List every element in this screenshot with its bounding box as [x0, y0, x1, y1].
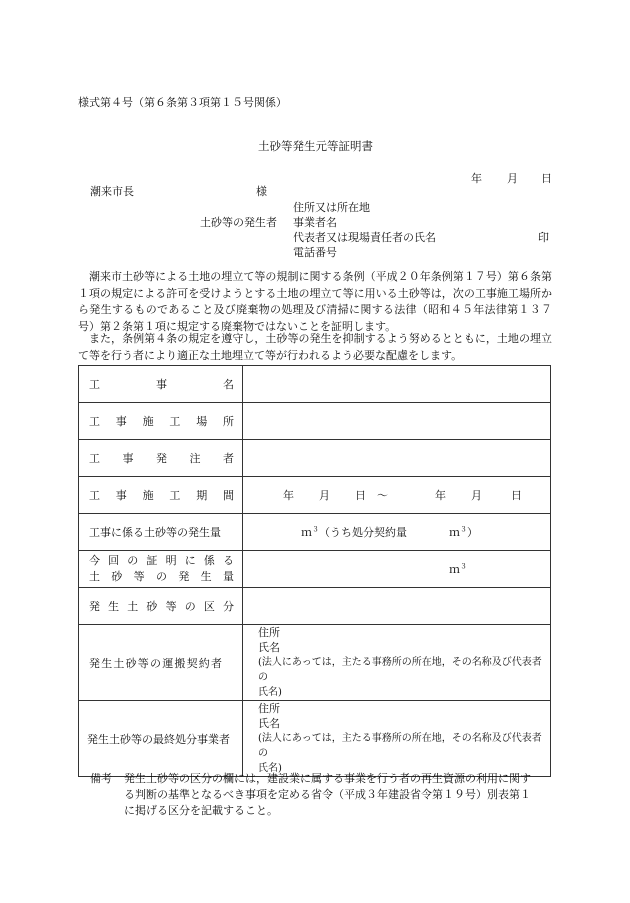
label-char: 生 [200, 570, 212, 583]
label-char: 注 [189, 452, 201, 465]
remarks-line1: 発生土砂等の区分の欄には，建設業に属する事業を行う者の再生資源の利用に関す [124, 772, 531, 785]
label-char: 区 [203, 600, 215, 613]
label-char: 施 [142, 489, 154, 502]
input-project-name[interactable] [243, 366, 551, 403]
label-char: 工 [169, 415, 181, 428]
input-soil-classification[interactable] [243, 588, 551, 625]
label-char: 工 [89, 378, 100, 391]
unit-text: ｍ [301, 526, 312, 539]
label-client [79, 440, 243, 477]
period-end-month: 月 [471, 489, 482, 502]
date-year: 年 [471, 172, 482, 185]
label-char: 土 [89, 570, 100, 583]
form-number: 様式第４号（第６条第３項第１５号関係） [78, 96, 287, 109]
input-transport-contractor[interactable] [243, 625, 551, 701]
disposal-note-line2: 氏名) [258, 763, 282, 774]
period-start-month: 月 [319, 489, 330, 502]
row-soil-volume [79, 514, 551, 551]
disposal-note-line1: (法人にあっては，主たる事務所の所在地，その名称及び代表者の [258, 733, 542, 759]
addressee-name: 潮来市長 [90, 185, 134, 198]
input-construction-period[interactable] [243, 477, 551, 514]
label-char: 証 [146, 554, 158, 567]
input-certified-volume[interactable] [243, 551, 551, 588]
label-char: 砂 [146, 600, 158, 613]
label-char: 施 [142, 415, 154, 428]
input-construction-site[interactable] [243, 403, 551, 440]
addressee-honorific: 様 [256, 185, 267, 198]
unit-sup: ３ [312, 525, 319, 534]
label-char: 発 [89, 600, 100, 613]
label-char: 名 [223, 378, 234, 391]
label-char: 等 [165, 600, 177, 613]
applicant-address-label: 住所又は所在地 [293, 201, 370, 214]
unit-sup: ３ [460, 525, 467, 534]
label-char: 間 [222, 489, 234, 502]
label-construction-period [79, 477, 243, 514]
body-paragraph-2: また，条例第４条の規定を遵守し，土砂等の発生を抑制するよう努めるとともに，土地の埋立て等を行う者により適正な土地埋立て等が行われるよう必要な配慮をします。 [78, 332, 552, 362]
label-char: 生 [108, 600, 120, 613]
label-char: 工 [89, 415, 100, 428]
label-char: 砂 [111, 570, 123, 583]
label-char: の [155, 570, 167, 583]
applicant-phone-label: 電話番号 [293, 246, 337, 259]
period-start-year: 年 [283, 489, 294, 502]
remarks-line2: る判断の基準となるべき事項を定める省令（平成３年建設省令第１９号）別表第１ [124, 788, 531, 801]
label-construction-site [79, 403, 243, 440]
close-paren: ） [467, 526, 478, 539]
label-char: 量 [222, 570, 234, 583]
row-project-name [79, 366, 551, 403]
disposal-name-label: 氏名 [258, 717, 280, 730]
row-disposal-operator [79, 701, 551, 777]
label-certified-volume [79, 551, 243, 588]
transport-note-line1: (法人にあっては，主たる事務所の所在地，その名称及び代表者の [258, 657, 542, 683]
label-text: 工事に係る土砂等の発生量 [89, 526, 221, 539]
label-transport-contractor [79, 625, 243, 701]
label-char: 事 [122, 452, 134, 465]
label-char: 場 [196, 415, 208, 428]
applicant-representative-label: 代表者又は現場責任者の氏名 [293, 231, 436, 244]
label-text: 発生土砂等の運搬契約者 [89, 656, 224, 670]
unit-m3-certified [243, 561, 550, 577]
unit-text: ｍ [449, 563, 460, 576]
label-text: 発生土砂等の最終処分事業者 [87, 732, 230, 746]
label-char: の [127, 554, 139, 567]
transport-name-label: 氏名 [258, 641, 280, 654]
label-char: 等 [133, 570, 145, 583]
label-char: 工 [89, 489, 100, 502]
label-char: 事 [156, 378, 167, 391]
period-end-year: 年 [435, 489, 446, 502]
label-char: 明 [165, 554, 177, 567]
label-char: 発 [178, 570, 190, 583]
label-char: 事 [115, 415, 127, 428]
label-char: の [184, 600, 196, 613]
row-construction-site [79, 403, 551, 440]
label-soil-volume [79, 514, 243, 551]
period-end-day: 日 [511, 489, 522, 502]
label-disposal-operator [79, 701, 243, 777]
label-char: 者 [223, 452, 234, 465]
input-soil-volume[interactable] [243, 514, 551, 551]
input-client[interactable] [243, 440, 551, 477]
row-construction-period [79, 477, 551, 514]
remarks-line3: に掲げる区分を記載すること。 [124, 804, 278, 817]
label-project-name [79, 366, 243, 403]
date-day: 日 [541, 172, 552, 185]
unit-m3-2 [449, 524, 467, 540]
certificate-table [78, 365, 551, 777]
body-paragraph-1: 潮来市土砂等による土地の埋立て等の規制に関する条例（平成２０年条例第１７号）第６条第１項の規定による許可を受けようとする土地の埋立て等に用いる土砂等は，次の工事施工場所から発生するものであること及び廃棄物の処理及び清掃に関する法律（昭和４５年法律第１３７号）第２条第１項に規定する廃棄物ではないことを証明します。 [78, 270, 552, 333]
transport-address-label: 住所 [258, 626, 280, 639]
label-char: 期 [196, 489, 208, 502]
document-title: 土砂等発生元等証明書 [258, 139, 373, 153]
label-char: 回 [108, 554, 120, 567]
contract-label: （うち処分契約量 [319, 526, 407, 539]
label-char: 工 [169, 489, 181, 502]
input-disposal-operator[interactable] [243, 701, 551, 777]
unit-m3 [301, 524, 319, 540]
label-soil-classification [79, 588, 243, 625]
label-char: に [184, 554, 196, 567]
seal-mark: 印 [538, 231, 549, 244]
row-soil-classification [79, 588, 551, 625]
transport-note-line2: 氏名) [258, 687, 282, 698]
row-certified-volume [79, 551, 551, 588]
row-transport-contractor [79, 625, 551, 701]
label-char: 事 [115, 489, 127, 502]
period-start-day: 日 ～ [355, 489, 388, 502]
applicant-role-label: 土砂等の発生者 [200, 216, 277, 229]
label-char: 係 [203, 554, 215, 567]
row-client [79, 440, 551, 477]
label-char: 工 [89, 452, 100, 465]
label-char: る [222, 554, 234, 567]
label-char: 今 [89, 554, 100, 567]
label-char: 分 [222, 600, 234, 613]
remarks-label: 備考 [90, 772, 112, 785]
label-char: 発 [156, 452, 167, 465]
disposal-address-label: 住所 [258, 702, 280, 715]
label-char: 土 [127, 600, 139, 613]
unit-text: ｍ [449, 526, 460, 539]
applicant-business-label: 事業者名 [293, 216, 337, 229]
date-month: 月 [507, 172, 518, 185]
unit-sup: ３ [460, 562, 467, 571]
label-char: 所 [222, 415, 234, 428]
